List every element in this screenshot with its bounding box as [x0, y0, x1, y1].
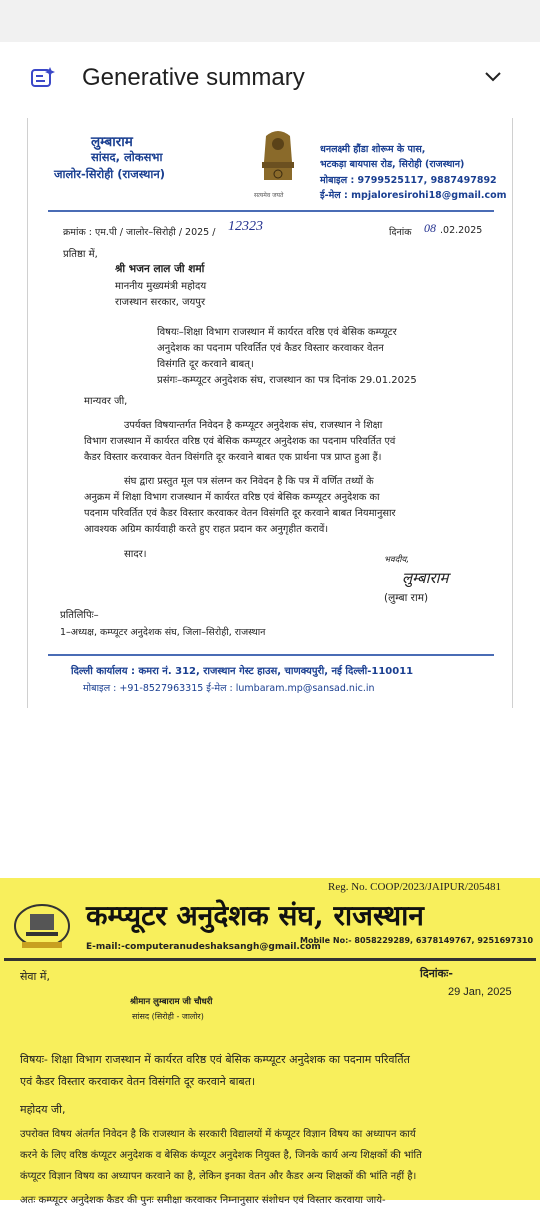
letter-document-2 [0, 878, 540, 1206]
closing: सादर। [124, 549, 147, 560]
subject-line: विषयः–शिक्षा विभाग राजस्थान में कार्यरत वरिष्ठ एवं बेसिक कम्प्यूटर [157, 327, 397, 338]
address-line-2: भटकड़ा बायपास रोड, सिरोही (राजस्थान) [320, 159, 465, 170]
registration-number: Reg. No. COOP/2023/JAIPUR/205481 [328, 881, 501, 893]
signature-name: (लुम्बा राम) [384, 592, 429, 604]
sender-constituency: जालोर-सिरोही (राजस्थान) [54, 167, 165, 181]
sender-role: सांसद, लोकसभा [91, 150, 163, 164]
to-label: सेवा में, [20, 970, 50, 983]
reference-number: क्रमांक : एम.पी / जालोर–सिरोही / 2025 / [63, 227, 216, 238]
footer-contact: मोबाइल : +91-8527963315 ई-मेल : lumbaram.mp@sansad.nic.in [83, 683, 375, 694]
sender-name: लुम्बाराम [91, 134, 133, 150]
salutation: महोदय जी, [20, 1103, 66, 1116]
salutation: मान्यवर जी, [84, 396, 128, 407]
subject-line: अनुदेशक का पदनाम परिवर्तित एवं कैडर विस्तार करवाकर वेतन [157, 343, 384, 354]
subject-line: विसंगति दूर करवाने बाबत्। [157, 359, 254, 370]
footer-office: दिल्ली कार्यालय : कमरा नं. 312, राजस्थान गेस्ट हाउस, चाणक्यपुरी, नई दिल्ली-110011 [71, 666, 414, 677]
paragraph-line: कैडर विस्तार करवाकर वेतन विसंगति दूर करवाने बाबत एक प्रार्थना पत्र प्राप्त हुआ हैं। [84, 452, 382, 463]
addressee-role: सांसद (सिरोही - जालोर) [132, 1012, 204, 1021]
status-bar-area [0, 0, 540, 42]
address-email: ई-मेल : mpjaloresirohi18@gmail.com [320, 190, 507, 201]
address-line-1: धनलक्ष्मी हौंडा शोरूम के पास, [320, 144, 426, 155]
copy-heading: प्रतिलिपिः– [60, 610, 99, 621]
to-heading: प्रतिष्ठा में, [63, 249, 98, 260]
body-line: अतः कम्प्यूटर अनुदेशक कैडर की पुनः समीक्षा करवाकर निम्नानुसार संशोधन एवं विस्तार करवाया जाये- [20, 1195, 386, 1206]
chevron-down-icon[interactable] [484, 70, 502, 84]
address-mobile: मोबाइल : 9799525117, 9887497892 [320, 175, 497, 186]
footer-divider [48, 654, 494, 656]
date-label: दिनांक [389, 227, 412, 238]
recipient-post: माननीय मुख्यमंत्री महोदय [115, 281, 207, 292]
association-email: E-mail:-computeranudeshaksangh@gmail.com [86, 942, 321, 952]
subject-line: एवं कैडर विस्तार करवाकर वेतन विसंगति दूर करवाने बाबत। [20, 1075, 256, 1088]
national-emblem-icon [256, 128, 300, 190]
association-logo-icon [12, 902, 72, 952]
paragraph-line: संघ द्वारा प्रस्तुत मूल पत्र संलग्न कर निवेदन है कि पत्र में वर्णित तथ्यों के [124, 476, 374, 487]
addressee-name: श्रीमान लुम्बाराम जी चौधरी [130, 997, 213, 1007]
paragraph-line: पदनाम परिवर्तित एवं कैडर विस्तार करवाकर वेतन विसंगति दूर करवाने बाबत नियमानुसार [84, 508, 396, 519]
paragraph-line: उपर्यक्त विषयान्तर्गत निवेदन है कम्प्यूटर अनुदेशक संघ, राजस्थान ने शिक्षा [124, 420, 383, 431]
date-handwritten: 08 [424, 221, 436, 235]
header-divider [48, 210, 494, 212]
summary-title: Generative summary [82, 64, 305, 91]
signature-scribble: लुम्बाराम [402, 571, 449, 587]
paragraph-line: विभाग राजस्थान में कार्यरत वरिष्ठ एवं बेसिक कम्प्यूटर अनुदेशक का पदनाम परिवर्तित एवं [84, 436, 396, 447]
paragraph-line: आवश्यक अग्रिम कार्यवाही करते हुए राहत प्रदान कर अनुगृहीत करावें। [84, 524, 329, 535]
date-label: दिनांकः- [420, 967, 453, 980]
date-rest: .02.2025 [440, 225, 483, 236]
recipient-org: राजस्थान सरकार, जयपुर [115, 297, 206, 308]
subject-line: विषयः- शिक्षा विभाग राजस्थान में कार्यरत वरिष्ठ एवं बेसिक कम्प्यूटर अनुदेशक का पदनाम परिवर्तित [20, 1053, 410, 1066]
paragraph-line: अनुक्रम में शिक्षा विभाग राजस्थान में कार्यरत वरिष्ठ एवं बेसिक कम्प्यूटर अनुदेशक का [84, 492, 380, 503]
recipient-name: श्री भजन लाल जी शर्मा [115, 263, 205, 275]
letter-document-1 [27, 118, 513, 708]
ai-sparkle-icon [30, 66, 56, 90]
reference-handwritten: 12323 [228, 219, 263, 234]
body-line: करने के लिए वरिष्ठ कंप्यूटर अनुदेशक व बेसिक कंप्यूटर अनुदेशक नियुक्त है, जिनके कार्य अन्य शिक्षकों की भांति [20, 1150, 422, 1161]
body-line: कंप्यूटर विज्ञान विषय का अध्यापन करवाने का है, लेकिन इनका वेतन और कैडर अन्य शिक्षकों की भांति नहीं है। [20, 1171, 417, 1182]
signature-label: भवदीय, [384, 555, 410, 565]
header-divider [4, 958, 536, 961]
association-name: कम्प्यूटर अनुदेशक संघ, राजस्थान [86, 899, 424, 932]
association-mobile: Mobile No:- 8058229289, 6378149767, 9251697310 [300, 936, 534, 945]
copy-item: 1–अध्यक्ष, कम्प्यूटर अनुदेशक संघ, जिला–सिरोही, राजस्थान [60, 627, 266, 638]
emblem-motto: सत्यमेव जयते [254, 192, 284, 199]
context-line: प्रसंगः–कम्प्यूटर अनुदेशक संघ, राजस्थान का पत्र दिनांक 29.01.2025 [157, 375, 417, 386]
letter-date: 29 Jan, 2025 [448, 986, 512, 998]
body-line: उपरोक्त विषय अंतर्गत निवेदन है कि राजस्थान के सरकारी विद्यालयों में कंप्यूटर विज्ञान विषय का अध्यापन कार्य [20, 1129, 416, 1140]
